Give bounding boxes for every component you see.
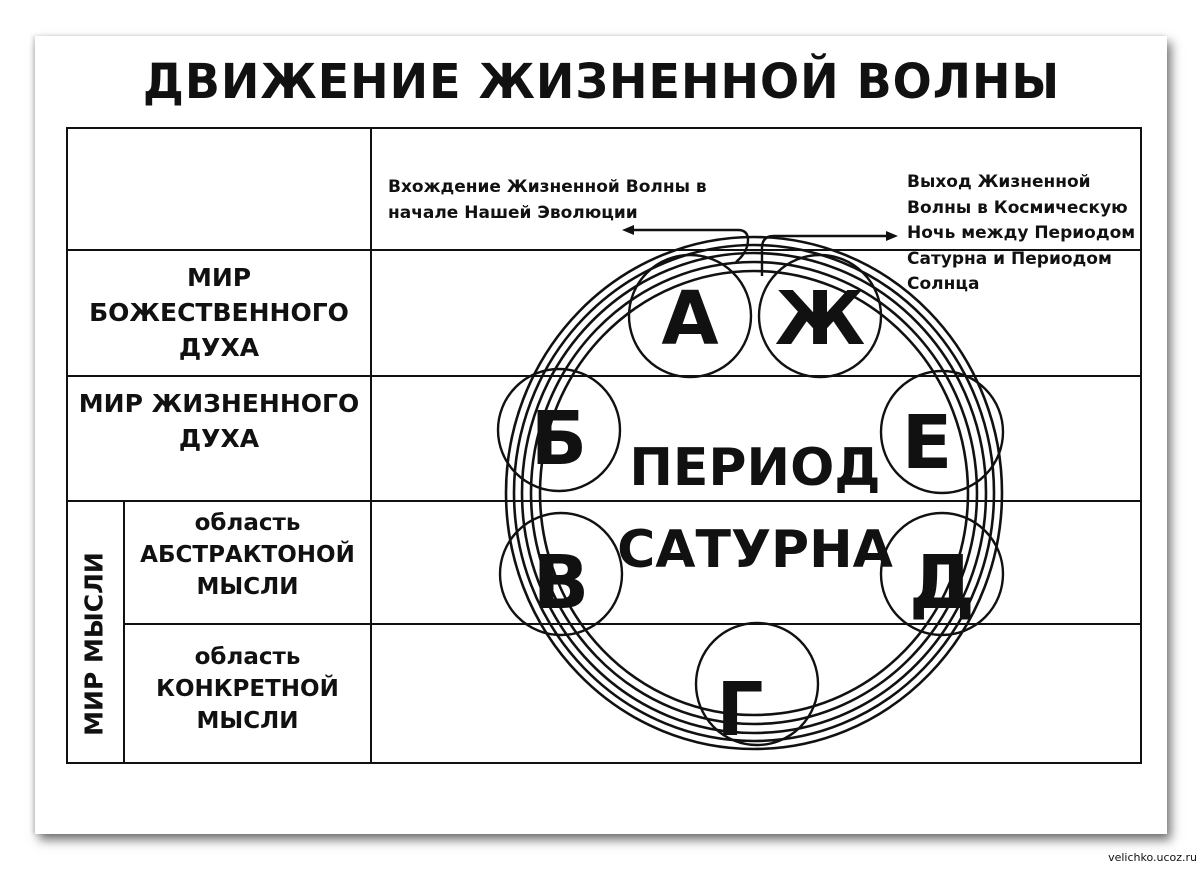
center-label-line-2: САТУРНА — [617, 520, 893, 580]
globe-letter-v: В — [532, 540, 590, 626]
center-label-line-1: ПЕРИОД — [629, 438, 881, 498]
globe-letter-g: Г — [716, 667, 764, 753]
globe-letter-d: Д — [909, 540, 975, 626]
watermark: velichko.ucoz.ru — [1108, 851, 1197, 864]
entry-arrowhead — [622, 225, 634, 235]
row-label-divine-spirit: МИР БОЖЕСТВЕННОГО ДУХА — [89, 263, 349, 362]
row-label-concrete-thought: область КОНКРЕТНОЙ МЫСЛИ — [156, 644, 339, 735]
page-title: ДВИЖЕНИЕ ЖИЗНЕННОЙ ВОЛНЫ — [142, 52, 1061, 110]
exit-note: Выход Жизненной Волны в Космическую Ночь между Периодом Сатурна и Периодом Солнца — [907, 172, 1136, 294]
globe-letter-b: Б — [530, 396, 588, 482]
globe-letter-zh: Ж — [774, 276, 866, 362]
row-label-world-of-thought: МИР МЫСЛИ — [79, 552, 109, 736]
globe-letter-a: А — [661, 276, 719, 362]
globe-letter-e: Е — [901, 400, 953, 486]
row-label-world-of-thought-container — [64, 524, 124, 764]
entry-note: Вхождение Жизненной Волны в начале Нашей Эволюции — [388, 177, 707, 223]
row-label-abstract-thought: область АБСТРАКТОНОЙ МЫСЛИ — [140, 510, 355, 601]
row-label-life-spirit: МИР ЖИЗНЕННОГО ДУХА — [78, 389, 360, 453]
exit-arrowhead — [886, 231, 898, 241]
